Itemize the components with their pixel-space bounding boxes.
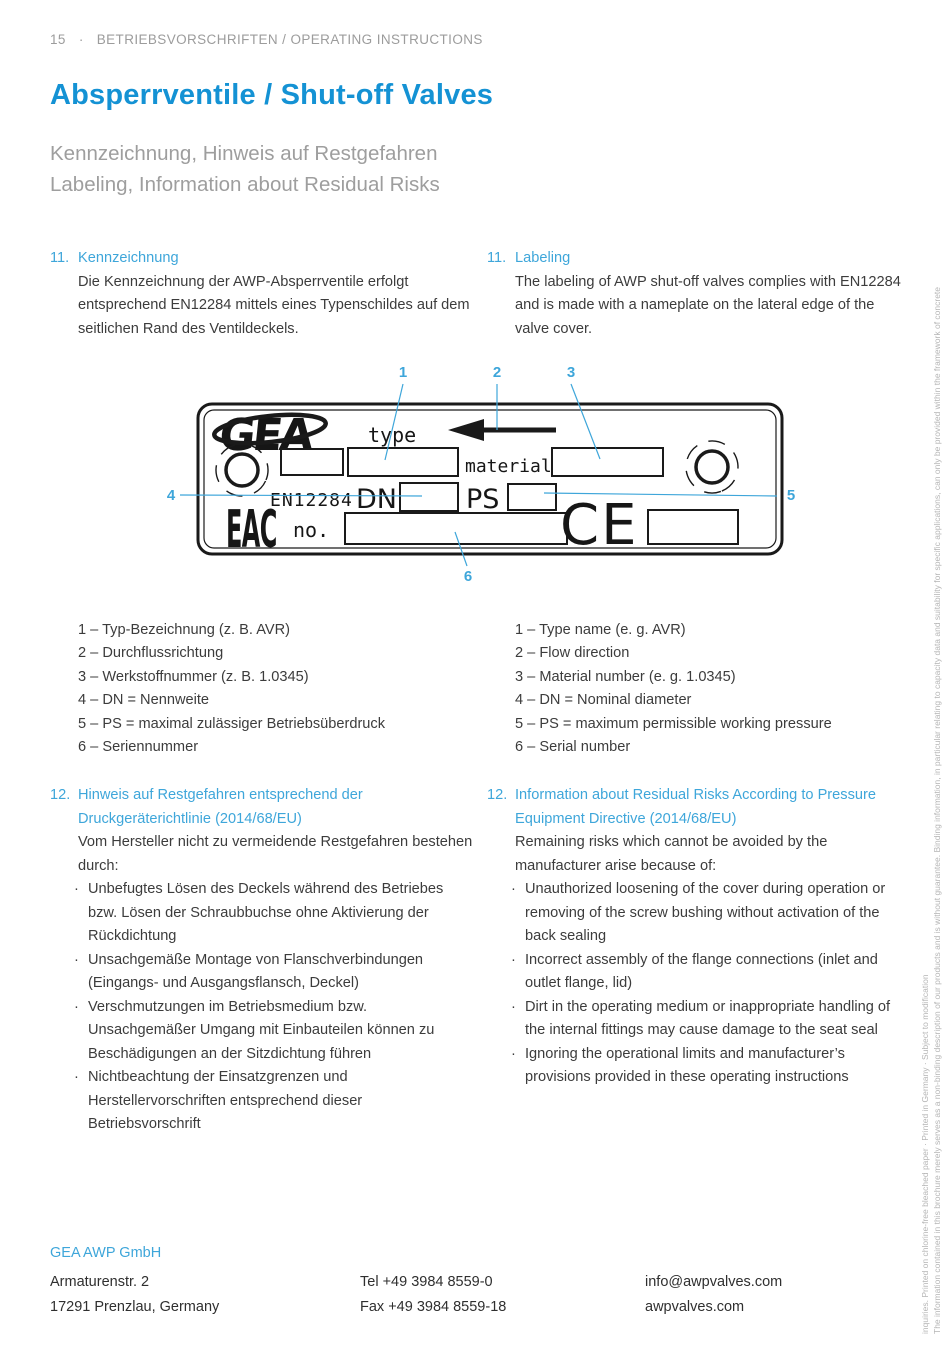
section-12-de-intro: Vom Hersteller nicht zu vermeidende Restgefahren bestehen durch: [78,834,473,874]
footer-online [645,1270,782,1320]
footer-phone: Tel +49 3984 8559-0 [360,1274,493,1290]
callout-number-1: 1 [398,364,408,381]
section-11-de-heading [50,247,475,271]
side-note-line-1: The information contained in this brochure merely serves as a non-binding description of our products and is without guarantee. Binding information, in particular relating to capacity data and suitability for specific applications, can only be provided within the framework of concrete [932,286,942,1334]
subtitle-de: Kennzeichnung, Hinweis auf Restgefahren [50,142,438,165]
section-12-en [487,784,912,1090]
footer-company-name: GEA AWP GmbH [50,1245,162,1261]
section-11-de-body: Die Kennzeichnung der AWP-Absperrventile erfolgt entsprechend EN12284 mittels eines Typenschildes auf dem seitlichen Rand des Ventildeckels. [78,273,470,337]
ps-label: PS [466,484,500,515]
legend-item: 1 – Typ-Bezeichnung (z. B. AVR) [78,622,290,638]
callout-number-5: 5 [786,487,796,504]
bullet-item: · Dirt in the operating medium or inappropriate handling of the internal fittings may cause damage to the seat seal [515,996,912,1043]
page-title: Absperrventile / Shut-off Valves [50,79,494,111]
callout-number-6: 6 [463,568,473,585]
page-header [50,32,483,47]
bullet-item: · Unbefugtes Lösen des Deckels während des Betriebes bzw. Lösen der Schraubbuchse ohne Aktivierung der Rückdichtung [78,878,475,949]
bullet-item: · Nichtbeachtung der Einsatzgrenzen und Herstellervorschriften entsprechend dieser Betriebsvorschrift [78,1066,475,1137]
nameplate-figure [160,360,820,592]
callout-number-2: 2 [492,364,502,381]
bullet-item: · Unauthorized loosening of the cover during operation or removing of the screw bushing without activation of the back sealing [515,878,912,949]
callout-number-3: 3 [566,364,576,381]
legend-item: 4 – DN = Nominal diameter [515,692,692,709]
serial-field [345,513,567,544]
eac-mark-icon: EAC [226,498,277,560]
subtitle-en: Labeling, Information about Residual Risks [50,172,440,196]
callout-line-6 [455,532,467,566]
material-label: material [465,456,552,477]
page-number: 15 [50,32,66,47]
section-heading-text: Hinweis auf Restgefahren entsprechend der Druckgeräterichtlinie (2014/68/EU) [78,787,363,827]
right-mounting-hole [679,434,746,501]
section-11-de [50,247,475,341]
dn-label: DN [356,484,397,515]
section-heading-text: Kennzeichnung [78,250,179,266]
footer-address [50,1270,219,1320]
section-number: 12. [487,787,508,803]
legend-item: 2 – Durchflussrichtung [78,645,224,662]
ce-mark-icon: CE [560,493,639,558]
flow-arrow-icon [448,419,556,441]
bullet-item: · Incorrect assembly of the flange connections (inlet and outlet flange, lid) [515,949,912,996]
bullet-item: · Verschmutzungen im Betriebsmedium bzw. Unsachgemäßer Umgang mit Einbauteilen können zu Beschädigungen an der Sitzdichtung führen [78,996,475,1067]
section-12-de-heading [50,784,475,831]
footer-website: awpvalves.com [645,1299,745,1315]
legend-item: 4 – DN = Nennweite [78,692,210,709]
header-separator: · [78,32,84,47]
section-12-en-bullets [515,878,912,1090]
bullet-item: · Ignoring the operational limits and manufacturer’s provisions provided in these operating instructions [515,1043,912,1090]
header-text: BETRIEBSVORSCHRIFTEN / OPERATING INSTRUCTIONS [96,32,483,47]
footer-address-line: 17291 Prenzlau, Germany [50,1299,220,1315]
footer-address-line: Armaturenstr. 2 [50,1274,150,1290]
standard-label: EN12284 [270,490,353,511]
ps-field [508,484,556,510]
page-subtitle [50,139,440,200]
section-number: 11. [50,250,70,266]
dn-field [400,483,458,511]
legend-item: 1 – Type name (e. g. AVR) [515,622,686,638]
footer-contact [360,1270,506,1320]
legend-en [515,619,945,759]
section-12-en-heading [487,784,912,831]
gea-logo [213,410,327,461]
material-field [552,448,663,476]
footer-email: info@awpvalves.com [645,1274,783,1290]
legend-item: 6 – Seriennummer [78,739,199,756]
legend-item: 3 – Material number (e. g. 1.0345) [515,668,736,685]
callout-number-4: 4 [166,487,176,504]
legend-item: 3 – Werkstoffnummer (z. B. 1.0345) [78,668,309,685]
section-11-en-body: The labeling of AWP shut-off valves complies with EN12284 and is made with a nameplate on the lateral edge of the valve cover. [515,273,901,337]
nameplate-drawing [160,360,820,592]
bullet-item: · Unsachgemäße Montage von Flanschverbindungen (Eingangs- und Ausgangsflansch, Deckel) [78,949,475,996]
section-heading-text: Information about Residual Risks According to Pressure Equipment Directive (2014/68/EU) [515,787,876,827]
footer-fax: Fax +49 3984 8559-18 [360,1299,507,1315]
legend-item: 6 – Serial number [515,739,631,756]
ce-field [648,510,738,544]
side-note-line-2: inquiries. Printed on chlorine-free bleached paper · Printed in Germany · Subject to modification [920,974,930,1334]
serial-label: no. [293,518,330,542]
legend-item: 5 – PS = maximum permissible working pressure [515,715,832,732]
legend-item: 5 – PS = maximal zulässiger Betriebsüberdruck [78,715,386,732]
type-label: type [368,423,417,447]
type-field [348,448,458,476]
section-12-de [50,784,475,1137]
section-12-de-bullets [78,878,475,1137]
section-12-en-intro: Remaining risks which cannot be avoided by the manufacturer arise because of: [515,834,828,874]
section-11-en [487,247,912,341]
section-heading-text: Labeling [515,250,571,266]
legend-de [78,619,508,759]
section-11-en-heading [487,247,912,271]
svg-text:GEA: GEA [216,410,314,461]
section-number: 11. [487,250,507,266]
legend-item: 2 – Flow direction [515,645,630,662]
section-number: 12. [50,787,71,803]
